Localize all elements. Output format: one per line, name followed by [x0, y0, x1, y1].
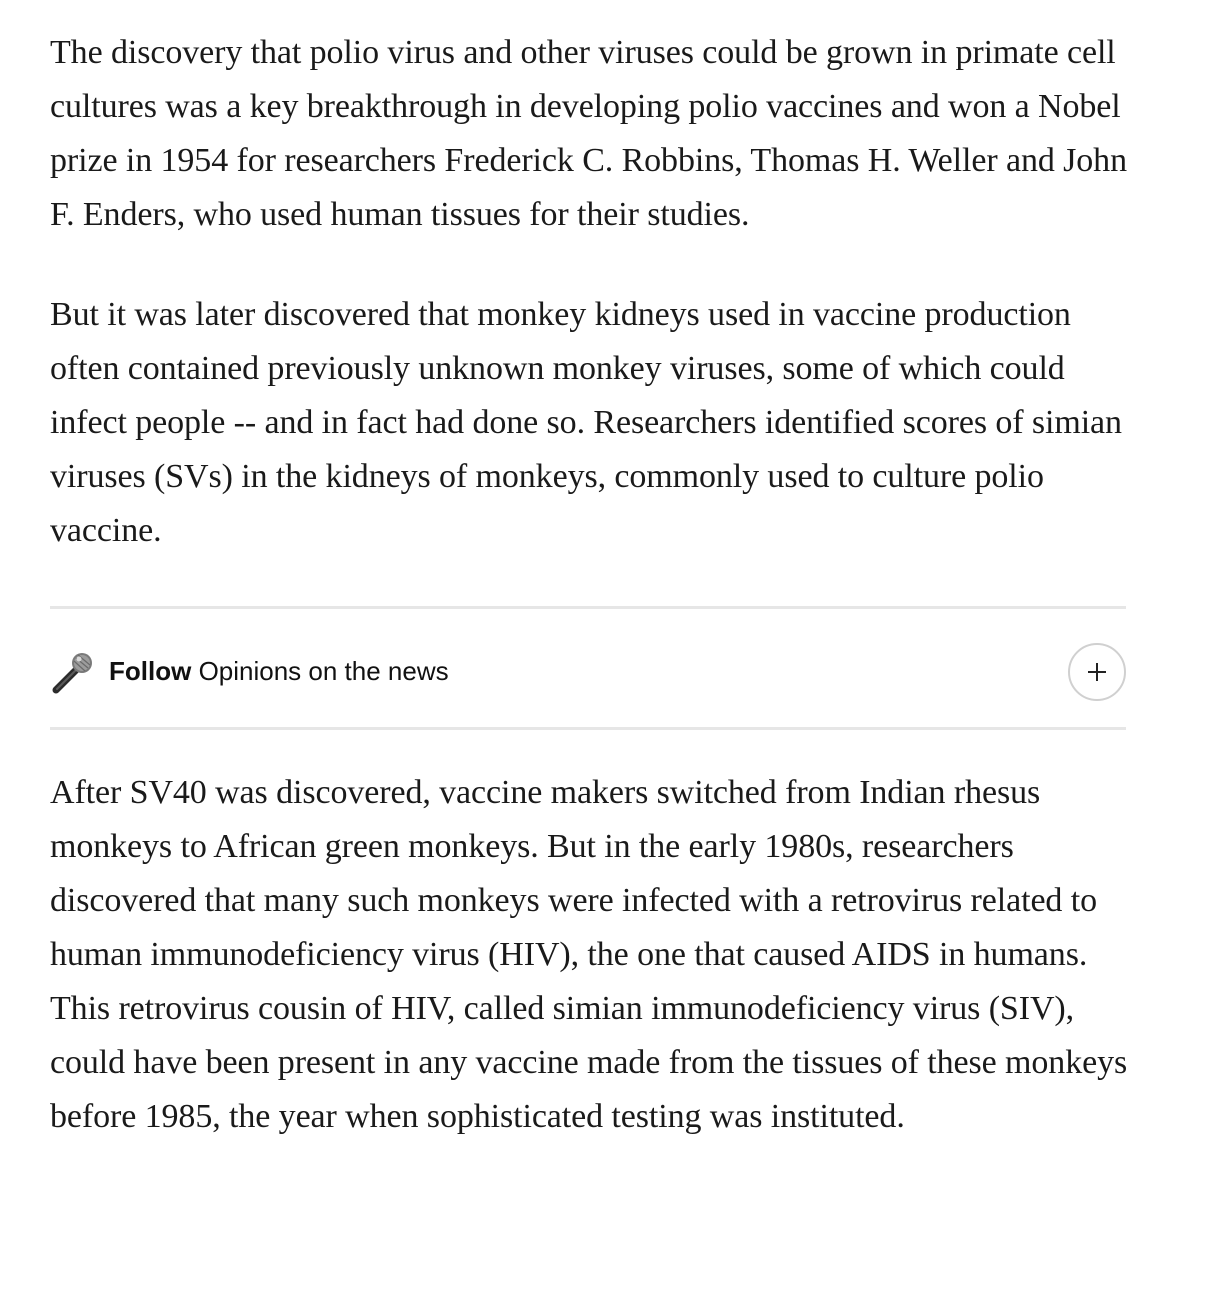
- follow-topic-widget: [50, 606, 1126, 730]
- follow-word: Follow: [109, 656, 192, 686]
- article-paragraph-3: After SV40 was discovered, vaccine makers switched from Indian rhesus monkeys to African green monkeys. But in the early 1980s, researchers discovered that many such monkeys were infected with a retrovirus related to human immunodeficiency virus (HIV), the one that caused AIDS in humans. This retrovirus cousin of HIV, called simian immunodeficiency virus (SIV), could have been present in any vaccine made from the tissues of these monkeys before 1985, the year when sophisticated testing was instituted.: [50, 774, 1128, 1135]
- follow-label: [109, 653, 449, 689]
- follow-plus-button[interactable]: [1068, 643, 1126, 701]
- microphone-icon: [50, 651, 94, 695]
- plus-icon: [1086, 661, 1108, 683]
- article-body: [50, 26, 1140, 1144]
- article-paragraph-1: The discovery that polio virus and other viruses could be grown in primate cell cultures was a key breakthrough in developing polio vaccines and won a Nobel prize in 1954 for researchers Frederick C. Robbins, Thomas H. Weller and John F. Enders, who used human tissues for their studies.: [50, 34, 1127, 233]
- follow-topic-name: Opinions on the news: [198, 656, 449, 686]
- article-paragraph-2: But it was later discovered that monkey kidneys used in vaccine production often contained previously unknown monkey viruses, some of which could infect people -- and in fact had done so. Researchers identified scores of simian viruses (SVs) in the kidneys of monkeys, commonly used to culture polio vaccine.: [50, 296, 1122, 549]
